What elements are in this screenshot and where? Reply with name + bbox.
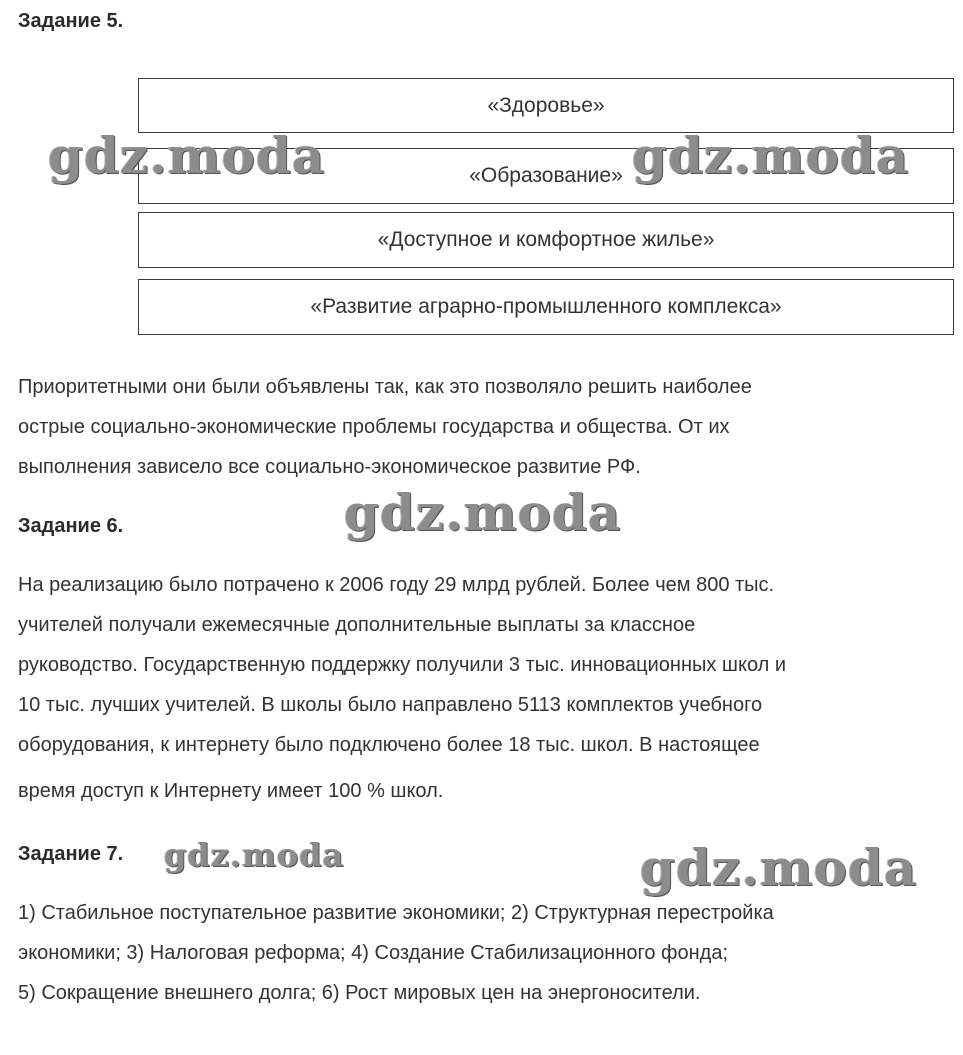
watermark-logo: gdz.moda [632, 126, 910, 185]
text-line: Приоритетными они были объявлены так, как это позволяло решить наиболее [18, 376, 752, 398]
text-line: выполнения зависело все социально-экономическое развитие РФ. [18, 456, 641, 478]
task-6-heading: Задание 6. [18, 515, 124, 537]
text-line: острые социально-экономические проблемы государства и общества. От их [18, 416, 730, 438]
project-box-education [138, 148, 954, 204]
text-line: 10 тыс. лучших учителей. В школы было направлено 5113 комплектов учебного [18, 694, 763, 716]
watermark-logo: gdz.moda [48, 126, 326, 185]
project-label: «Здоровье» [487, 93, 605, 117]
task-6-answer [18, 565, 948, 811]
task-5-heading: Задание 5. [18, 10, 124, 32]
project-box-agro [138, 279, 954, 335]
text-line: экономики; 3) Налоговая реформа; 4) Создание Стабилизационного фонда; [18, 942, 729, 964]
text-line: 5) Сокращение внешнего долга; 6) Рост мировых цен на энергоносители. [18, 982, 701, 1004]
project-label: «Развитие аграрно-промышленного комплекса» [310, 295, 782, 318]
project-box-housing [138, 212, 954, 268]
task-7-answer [18, 893, 948, 1013]
project-label: «Доступное и комфортное жилье» [377, 228, 715, 251]
text-line: время доступ к Интернету имеет 100 % школ. [18, 780, 444, 802]
project-label: «Образование» [469, 164, 623, 187]
text-line: На реализацию было потрачено к 2006 году 29 млрд рублей. Более чем 800 тыс. [18, 574, 775, 596]
text-line: 1) Стабильное поступательное развитие экономики; 2) Структурная перестройка [18, 902, 774, 924]
watermark-logo: gdz.moda [164, 836, 345, 874]
watermark-logo: gdz.moda [344, 483, 622, 542]
text-line: оборудования, к интернету было подключено более 18 тыс. школ. В настоящее [18, 734, 760, 756]
text-line: руководство. Государственную поддержку получили 3 тыс. инновационных школ и [18, 654, 787, 676]
project-box-health [138, 78, 954, 133]
watermark-logo: gdz.moda [640, 838, 918, 897]
task-7-heading: Задание 7. [18, 843, 124, 865]
text-line: учителей получали ежемесячные дополнительные выплаты за классное [18, 614, 696, 636]
task-5-answer [18, 367, 948, 487]
